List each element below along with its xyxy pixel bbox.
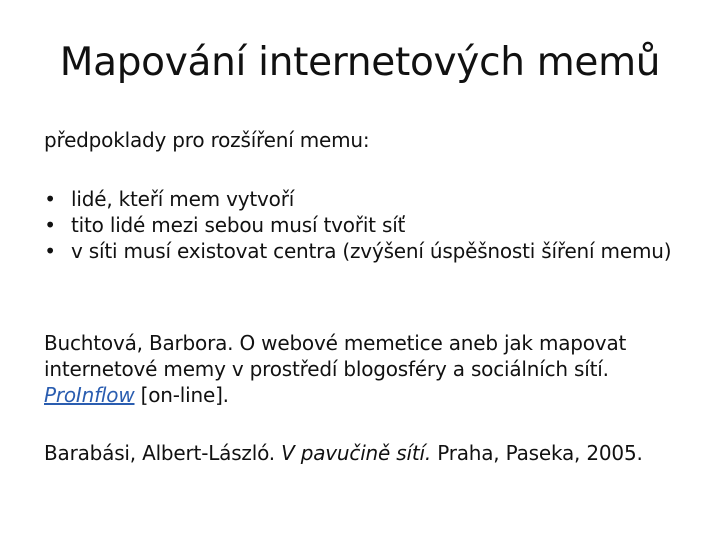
proinflow-link[interactable]: ProInflow	[44, 383, 135, 407]
reference-title: V pavučině sítí.	[281, 441, 432, 465]
bullet-list	[44, 186, 674, 264]
bullet-text: tito lidé mezi sebou musí tvořit síť	[71, 213, 406, 237]
reference-barabasi	[44, 440, 684, 466]
reference-author: Barabási, Albert-László.	[44, 441, 282, 465]
bullet-icon: •	[44, 187, 56, 211]
reference-text: Buchtová, Barbora. O webové memetice aneb jak mapovat internetové memy v prostředí blogosféry a sociálních sítí.	[44, 331, 627, 381]
bullet-text: v síti musí existovat centra (zvýšení úspěšnosti šíření memu)	[71, 239, 672, 263]
list-item	[44, 238, 674, 264]
bullet-text: lidé, kteří mem vytvoří	[71, 187, 295, 211]
slide-title: Mapování internetových memů	[59, 40, 661, 85]
list-item	[44, 212, 674, 238]
intro-text: předpoklady pro rozšíření memu:	[44, 128, 370, 152]
bullet-icon: •	[44, 239, 56, 263]
list-item	[44, 186, 674, 212]
reference-suffix: [on-line].	[134, 383, 229, 407]
bullet-icon: •	[44, 213, 56, 237]
reference-publisher: Praha, Paseka, 2005.	[431, 441, 643, 465]
reference-buchtova	[44, 330, 684, 408]
